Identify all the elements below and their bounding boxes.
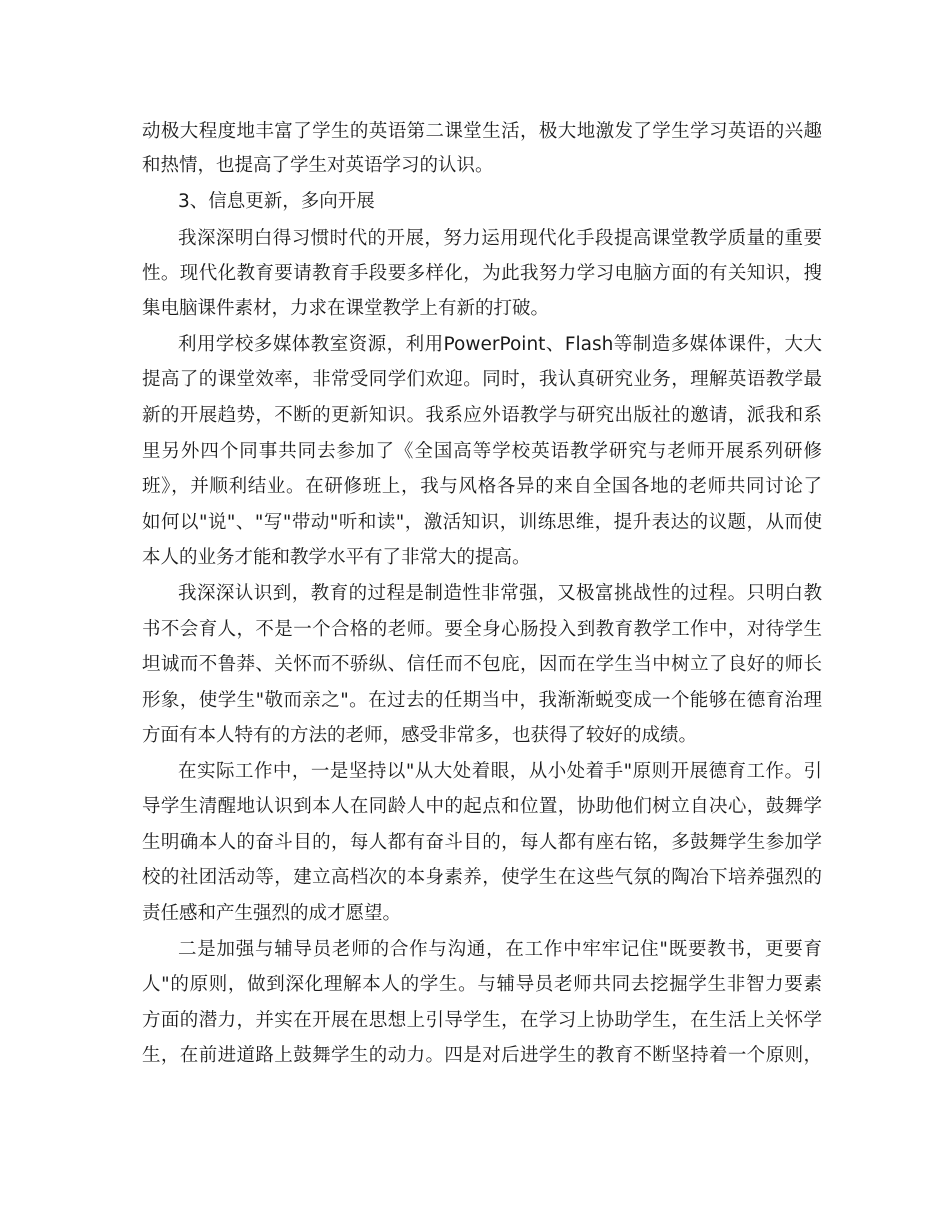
text-line: 导学生清醒地认识到本人在同龄人中的起点和位置，协助他们树立自决心，鼓舞学 xyxy=(142,796,822,817)
text-line: 里另外四个同事共同去参加了《全国高等学校英语教学研究与老师开展系列研修 xyxy=(142,441,822,462)
text-line: 坦诚而不鲁莽、关怀而不骄纵、信任而不包庇，因而在学生当中树立了良好的师长 xyxy=(142,654,822,675)
text-line: 二是加强与辅导员老师的合作与沟通，在工作中牢牢记住"既要教书，更要育 xyxy=(178,939,822,960)
text-line: 校的社团活动等，建立高档次的本身素养，使学生在这些气氛的陶冶下培养强烈的 xyxy=(142,867,822,888)
text-line: 我深深明白得习惯时代的开展，努力运用现代化手段提高课堂教学质量的重要 xyxy=(178,228,822,249)
text-line: 责任感和产生强烈的成才愿望。 xyxy=(142,903,402,924)
text-line: 本人的业务才能和教学水平有了非常大的提高。 xyxy=(142,547,531,568)
text-line: 方面有本人特有的方法的老师，感受非常多，也获得了较好的成绩。 xyxy=(142,725,698,746)
text-line: 性。现代化教育要请教育手段要多样化，为此我努力学习电脑方面的有关知识，搜 xyxy=(142,263,822,284)
text-line: 我深深认识到，教育的过程是制造性非常强，又极富挑战性的过程。只明白教 xyxy=(178,583,822,604)
text-line: 和热情，也提高了学生对英语学习的认识。 xyxy=(142,155,494,176)
text-line: 提高了的课堂效率，非常受同学们欢迎。同时，我认真研究业务，理解英语教学最 xyxy=(142,369,822,390)
text-line: 动极大程度地丰富了学生的英语第二课堂生活，极大地激发了学生学习英语的兴趣 xyxy=(142,121,822,142)
text-line: 人"的原则，做到深化理解本人的学生。与辅导员老师共同去挖掘学生非智力要素 xyxy=(142,974,822,995)
text-line: 集电脑课件素材，力求在课堂教学上有新的打破。 xyxy=(142,298,550,319)
text-line: 利用学校多媒体教室资源，利用PowerPoint、Flash等制造多媒体课件，大大 xyxy=(178,334,822,355)
text-line: 方面的潜力，并实在开展在思想上引导学生，在学习上协助学生，在生活上关怀学 xyxy=(142,1010,822,1031)
section-heading: 3、信息更新，多向开展 xyxy=(178,191,375,212)
text-line: 如何以"说"、"写"带动"听和读"，激活知识，训练思维，提升表达的议题，从而使 xyxy=(142,512,822,533)
text-line: 书不会育人，不是一个合格的老师。要全身心肠投入到教育教学工作中，对待学生 xyxy=(142,619,822,640)
text-line: 新的开展趋势，不断的更新知识。我系应外语教学与研究出版社的邀请，派我和系 xyxy=(142,405,822,426)
text-line: 生明确本人的奋斗目的，每人都有奋斗目的，每人都有座右铭，多鼓舞学生参加学 xyxy=(142,832,822,853)
text-line: 班》，并顺利结业。在研修班上，我与风格各异的来自全国各地的老师共同讨论了 xyxy=(142,476,822,497)
text-line: 生，在前进道路上鼓舞学生的动力。四是对后进学生的教育不断坚持着一个原则， xyxy=(142,1045,822,1066)
text-line: 形象，使学生"敬而亲之"。在过去的任期当中，我渐渐蜕变成一个能够在德育治理 xyxy=(142,690,822,711)
text-line: 在实际工作中，一是坚持以"从大处着眼，从小处着手"原则开展德育工作。引 xyxy=(178,761,822,782)
